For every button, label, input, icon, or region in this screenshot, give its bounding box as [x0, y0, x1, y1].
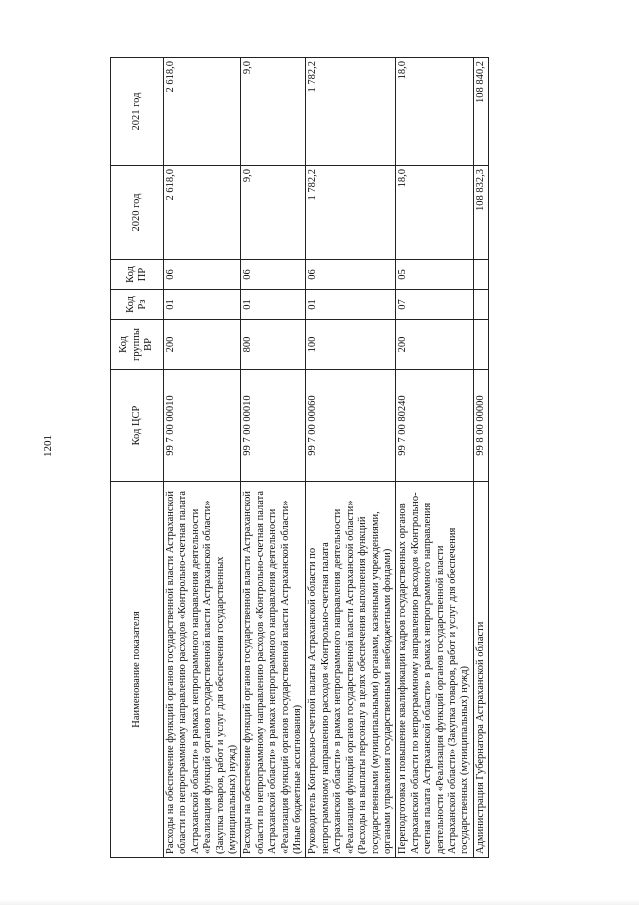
row-pr: 06 [164, 260, 241, 290]
row-2020: 2 618,0 [164, 166, 241, 260]
row-2021: 9,0 [241, 58, 306, 166]
row-name: Расходы на обеспечение функций органов государственной власти Астраханской области по непрограммному направлению расходов «Контрольно-счетная палата Астраханской области» в рамках непрограммного направления деятельности «Реализация функций органов государственной власти Астраханской области» (Закупка товаров, работ и услуг для обеспечения государственных (муниципальных) нужд) [164, 482, 241, 858]
row-2021: 18,0 [396, 58, 473, 166]
table-row [164, 58, 241, 858]
row-vr: 100 [306, 320, 396, 370]
table-row [241, 58, 306, 858]
row-rz [473, 290, 488, 320]
table-header-row [111, 58, 164, 858]
scan-edge-shadow [0, 899, 639, 905]
header-pr: Код ПР [111, 260, 164, 290]
row-csr: 99 7 00 00010 [241, 370, 306, 482]
row-name: Расходы на обеспечение функций органов государственной власти Астраханской области по непрограммному направлению расходов «Контрольно-счетная палата Астраханской области» в рамках непрограммного направления деятельности «Реализация функций органов государственной власти Астраханской области» (Иные бюджетные ассигнования) [241, 482, 306, 858]
row-pr: 06 [241, 260, 306, 290]
row-name: Переподготовка и повышение квалификации кадров государственных органов Астраханской области по непрограммному направлению расходов «Контрольно-счетная палата Астраханской области» в рамках непрограммного направления деятельности «Реализация функций органов государственной власти Астраханской области» (Закупка товаров, работ и услуг для обеспечения государственных (муниципальных) нужд) [396, 482, 473, 858]
header-2021: 2021 год [111, 58, 164, 166]
row-pr: 05 [396, 260, 473, 290]
table-row [396, 58, 473, 858]
row-rz: 01 [241, 290, 306, 320]
row-2020: 108 832,3 [473, 166, 488, 260]
header-vr: Код группы ВР [111, 320, 164, 370]
row-csr: 99 8 00 00000 [473, 370, 488, 482]
rotated-table-container [110, 58, 502, 858]
header-csr: Код ЦСР [111, 370, 164, 482]
row-2020: 1 782,2 [306, 166, 396, 260]
row-vr: 200 [396, 320, 473, 370]
row-csr: 99 7 00 80240 [396, 370, 473, 482]
row-2021: 2 618,0 [164, 58, 241, 166]
row-2021: 108 840,2 [473, 58, 488, 166]
header-2020: 2020 год [111, 166, 164, 260]
row-vr: 800 [241, 320, 306, 370]
table-row [473, 58, 488, 858]
row-2021: 1 782,2 [306, 58, 396, 166]
row-rz: 01 [306, 290, 396, 320]
header-name: Наименование показателя [111, 482, 164, 858]
row-2020: 18,0 [396, 166, 473, 260]
header-rz: Код Рз [111, 290, 164, 320]
row-rz: 07 [396, 290, 473, 320]
row-pr [473, 260, 488, 290]
row-name: Администрация Губернатора Астраханской области [473, 482, 488, 858]
row-vr: 200 [164, 320, 241, 370]
row-pr: 06 [306, 260, 396, 290]
budget-table [110, 57, 489, 858]
row-vr [473, 320, 488, 370]
row-2020: 9,0 [241, 166, 306, 260]
table-row [306, 58, 396, 858]
row-csr: 99 7 00 00010 [164, 370, 241, 482]
row-rz: 01 [164, 290, 241, 320]
row-csr: 99 7 00 00060 [306, 370, 396, 482]
row-name: Руководитель Контрольно-счетной палаты Астраханской области по непрограммному направлению расходов «Контрольно-счетная палата Астраханской области» в рамках непрограммного направления деятельности «Реализация функций органов государственной власти Астраханской области» (Расходы на выплаты персоналу в целях обеспечения выполнения функций государственными (муниципальными) органами, казенными учреждениями, органами управления государственными внебюджетными фондами) [306, 482, 396, 858]
page-number: 1201 [42, 435, 54, 457]
